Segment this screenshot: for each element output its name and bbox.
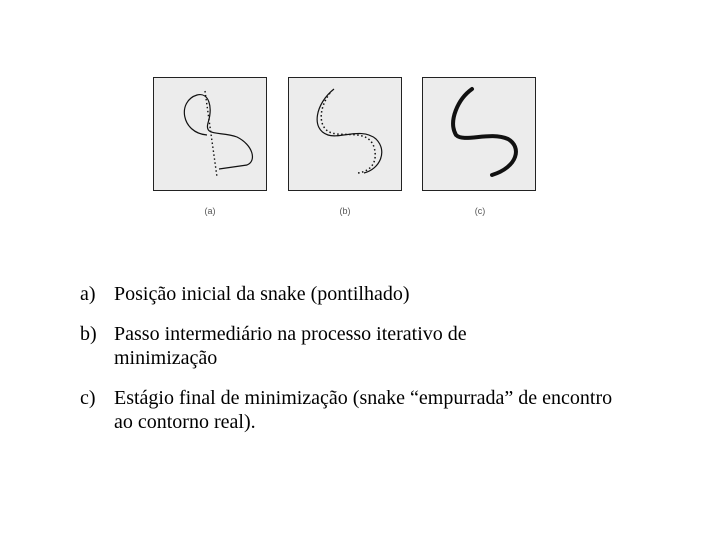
list-item-label: b) bbox=[80, 323, 97, 345]
list-item-label: c) bbox=[80, 387, 96, 409]
list-item-c bbox=[80, 386, 700, 434]
panel-caption-a: (a) bbox=[204, 206, 216, 216]
panel-caption-c: (c) bbox=[474, 206, 486, 216]
list-item-text: Posição inicial da snake (pontilhado) bbox=[114, 283, 410, 305]
description-list bbox=[80, 282, 700, 450]
list-item-text: Estágio final de minimização (snake “empurrada” de encontro ao contorno real). bbox=[114, 387, 613, 433]
list-item-label: a) bbox=[80, 283, 96, 305]
figure-panel-c bbox=[422, 77, 536, 191]
panel-caption-b: (b) bbox=[339, 206, 351, 216]
list-item-a bbox=[80, 282, 700, 306]
figure-panel-b bbox=[288, 77, 402, 191]
list-item-b bbox=[80, 322, 700, 370]
figure-panel-a bbox=[153, 77, 267, 191]
list-item-text: Passo intermediário na processo iterativo de minimização bbox=[114, 323, 467, 369]
